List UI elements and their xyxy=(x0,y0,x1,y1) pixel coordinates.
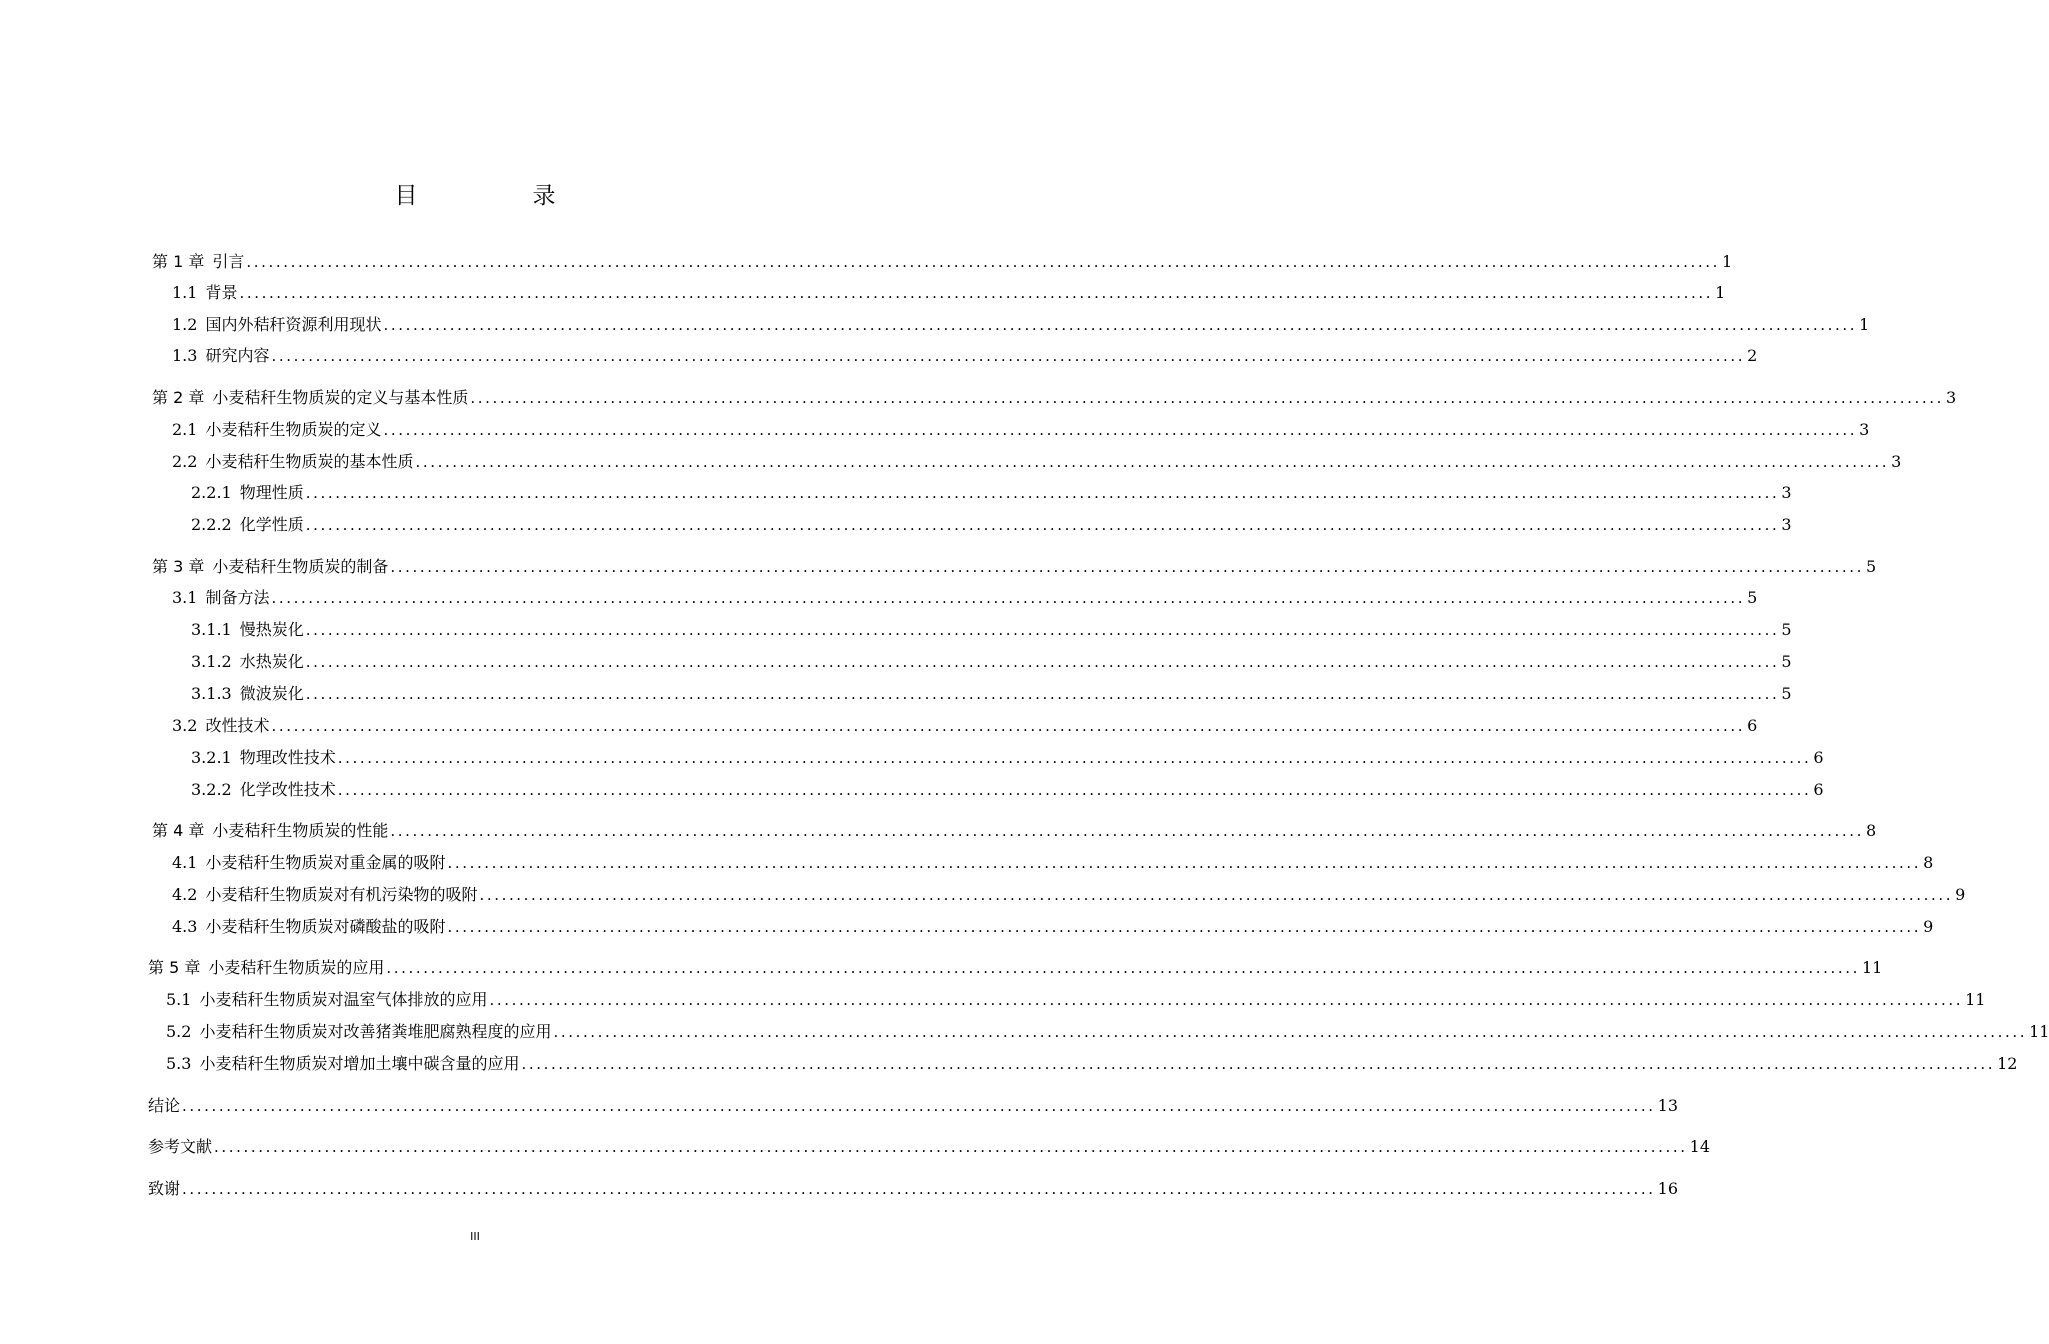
toc-dot-leader: ........................................................................................................................................................................................................ xyxy=(239,284,1714,302)
toc-entry-title: 小麦秸秆生物质炭的定义 xyxy=(205,420,382,439)
toc-entry-number: 第 2 章 xyxy=(152,388,205,407)
toc-entry[interactable] xyxy=(172,586,1758,610)
toc-entry-page: 1 xyxy=(1722,252,1733,271)
toc-entry-page: 12 xyxy=(1997,1054,2018,1073)
toc-entry-page: 5 xyxy=(1747,588,1758,607)
toc-dot-leader: ........................................................................................................................................................................................................ xyxy=(271,347,1746,365)
toc-entry-number: 1.2 xyxy=(172,315,198,334)
toc-dot-leader: ........................................................................................................................................................................................................ xyxy=(305,516,1780,534)
toc-entry[interactable] xyxy=(152,250,1733,274)
toc-entry[interactable] xyxy=(152,819,1877,843)
toc-entry-number: 4.1 xyxy=(172,853,198,872)
toc-entry-page: 6 xyxy=(1813,748,1824,767)
toc-entry-number: 2.2.1 xyxy=(191,483,232,502)
toc-entry[interactable] xyxy=(191,513,1792,537)
toc-entry[interactable] xyxy=(172,851,1934,875)
toc-entry-number: 4.2 xyxy=(172,885,198,904)
toc-entry[interactable] xyxy=(152,555,1877,579)
toc-entry-page: 3 xyxy=(1946,388,1957,407)
toc-entry-title: 小麦秸秆生物质炭对有机污染物的吸附 xyxy=(205,885,478,904)
toc-entry-title: 结论 xyxy=(148,1096,181,1115)
toc-dot-leader: ........................................................................................................................................................................................................ xyxy=(521,1055,1996,1073)
toc-entry-number: 3.1.2 xyxy=(191,652,232,671)
toc-entry-title: 微波炭化 xyxy=(239,684,304,703)
toc-entry-page: 3 xyxy=(1781,515,1792,534)
toc-entry[interactable] xyxy=(191,650,1792,674)
toc-entry-page: 3 xyxy=(1891,452,1902,471)
toc-dot-leader: ........................................................................................................................................................................................................ xyxy=(383,316,1858,334)
toc-entry-page: 6 xyxy=(1747,716,1758,735)
toc-entry-page: 6 xyxy=(1813,780,1824,799)
toc-entry-number: 3.2.2 xyxy=(191,780,232,799)
toc-dot-leader: ........................................................................................................................................................................................................ xyxy=(553,1023,2028,1041)
toc-entry-title: 小麦秸秆生物质炭对增加土壤中碳含量的应用 xyxy=(199,1054,520,1073)
toc-entry-page: 5 xyxy=(1781,652,1792,671)
toc-entry[interactable] xyxy=(172,344,1758,368)
toc-dot-leader: ........................................................................................................................................................................................................ xyxy=(214,1138,1688,1156)
toc-entry[interactable] xyxy=(191,481,1792,505)
toc-entry-title: 参考文献 xyxy=(148,1137,213,1156)
toc-entry-page: 11 xyxy=(2029,1022,2049,1041)
toc-entry[interactable] xyxy=(166,988,1986,1012)
toc-dot-leader: ........................................................................................................................................................................................................ xyxy=(305,621,1780,639)
toc-entry-title: 小麦秸秆生物质炭的基本性质 xyxy=(205,452,414,471)
toc-entry-title: 国内外秸秆资源利用现状 xyxy=(205,315,382,334)
toc-entry-number: 2.1 xyxy=(172,420,198,439)
toc-dot-leader: ........................................................................................................................................................................................................ xyxy=(470,389,1944,407)
toc-entry[interactable] xyxy=(191,778,1824,802)
toc-entry-number: 5.1 xyxy=(166,990,192,1009)
toc-dot-leader: ........................................................................................................................................................................................................ xyxy=(386,959,1860,977)
toc-dot-leader: ........................................................................................................................................................................................................ xyxy=(383,421,1858,439)
toc-dot-leader: ........................................................................................................................................................................................................ xyxy=(271,717,1746,735)
toc-entry-page: 9 xyxy=(1955,885,1966,904)
toc-entry-title: 制备方法 xyxy=(205,588,270,607)
toc-entry-page: 11 xyxy=(1965,990,1986,1009)
toc-dot-leader: ........................................................................................................................................................................................................ xyxy=(246,253,1720,271)
toc-entry-number: 5.2 xyxy=(166,1022,192,1041)
toc-entry-title: 背景 xyxy=(205,283,238,302)
toc-entry-title: 小麦秸秆生物质炭对磷酸盐的吸附 xyxy=(205,917,446,936)
toc-entry-page: 2 xyxy=(1747,346,1758,365)
toc-entry[interactable] xyxy=(172,281,1726,305)
toc-entry[interactable] xyxy=(172,714,1758,738)
toc-entry-title: 小麦秸秆生物质炭的定义与基本性质 xyxy=(212,388,469,407)
toc-dot-leader: ........................................................................................................................................................................................................ xyxy=(182,1180,1656,1198)
toc-entry[interactable] xyxy=(148,1177,1678,1201)
toc-entry-title: 改性技术 xyxy=(205,716,270,735)
toc-entry-page: 5 xyxy=(1781,684,1792,703)
toc-entry-title: 物理改性技术 xyxy=(239,748,336,767)
toc-entry-title: 小麦秸秆生物质炭的制备 xyxy=(212,557,389,576)
toc-entry-page: 3 xyxy=(1781,483,1792,502)
toc-entry-title: 致谢 xyxy=(148,1179,181,1198)
toc-dot-leader: ........................................................................................................................................................................................................ xyxy=(489,991,1964,1009)
toc-entry-title: 小麦秸秆生物质炭对改善猪粪堆肥腐熟程度的应用 xyxy=(199,1022,552,1041)
toc-dot-leader: ........................................................................................................................................................................................................ xyxy=(305,484,1780,502)
toc-dot-leader: ........................................................................................................................................................................................................ xyxy=(271,589,1746,607)
toc-dot-leader: ........................................................................................................................................................................................................ xyxy=(479,886,1954,904)
toc-entry-page: 3 xyxy=(1859,420,1870,439)
toc-entry-title: 化学改性技术 xyxy=(239,780,336,799)
toc-entry-number: 3.1.1 xyxy=(191,620,232,639)
toc-entry[interactable] xyxy=(148,956,1883,980)
toc-entry-title: 引言 xyxy=(212,252,245,271)
toc-entry-number: 第 1 章 xyxy=(152,252,205,271)
toc-dot-leader: ........................................................................................................................................................................................................ xyxy=(415,453,1890,471)
toc-entry[interactable] xyxy=(148,1135,1710,1159)
toc-entry-page: 9 xyxy=(1923,917,1934,936)
toc-entry-title: 小麦秸秆生物质炭的性能 xyxy=(212,821,389,840)
toc-dot-leader: ........................................................................................................................................................................................................ xyxy=(305,653,1780,671)
toc-dot-leader: ........................................................................................................................................................................................................ xyxy=(305,685,1780,703)
toc-dot-leader: ........................................................................................................................................................................................................ xyxy=(447,854,1922,872)
toc-dot-leader: ........................................................................................................................................................................................................ xyxy=(337,749,1812,767)
toc-entry-page: 16 xyxy=(1657,1179,1678,1198)
toc-entry-page: 8 xyxy=(1866,821,1877,840)
toc-entry[interactable] xyxy=(152,386,1957,410)
toc-entry-number: 第 3 章 xyxy=(152,557,205,576)
toc-entry-page: 1 xyxy=(1715,283,1726,302)
toc-entry-number: 3.2.1 xyxy=(191,748,232,767)
toc-dot-leader: ........................................................................................................................................................................................................ xyxy=(337,781,1812,799)
toc-entry-page: 1 xyxy=(1859,315,1870,334)
toc-dot-leader: ........................................................................................................................................................................................................ xyxy=(390,822,1864,840)
toc-entry-number: 第 4 章 xyxy=(152,821,205,840)
toc-entry-title: 化学性质 xyxy=(239,515,304,534)
toc-entry-page: 14 xyxy=(1689,1137,1710,1156)
toc-entry[interactable] xyxy=(172,883,1966,907)
toc-entry[interactable] xyxy=(172,915,1934,939)
toc-dot-leader: ........................................................................................................................................................................................................ xyxy=(447,918,1922,936)
toc-entry[interactable] xyxy=(191,746,1824,770)
toc-entry-number: 2.2.2 xyxy=(191,515,232,534)
toc-dot-leader: ........................................................................................................................................................................................................ xyxy=(182,1097,1656,1115)
toc-entry-number: 3.2 xyxy=(172,716,198,735)
toc-entry[interactable] xyxy=(166,1020,2049,1044)
page-number: III xyxy=(470,1230,480,1243)
toc-entry[interactable] xyxy=(172,313,1870,337)
toc-entry-page: 11 xyxy=(1862,958,1883,977)
toc-entry-number: 2.2 xyxy=(172,452,198,471)
toc-entry-title: 物理性质 xyxy=(239,483,304,502)
toc-entry[interactable] xyxy=(172,450,1902,474)
toc-entry-number: 5.3 xyxy=(166,1054,192,1073)
toc-entry-number: 第 5 章 xyxy=(148,958,201,977)
toc-entry-title: 小麦秸秆生物质炭对温室气体排放的应用 xyxy=(199,990,488,1009)
toc-entry-title: 慢热炭化 xyxy=(239,620,304,639)
toc-entry-number: 1.1 xyxy=(172,283,198,302)
toc-entry[interactable] xyxy=(172,418,1870,442)
toc-entry[interactable] xyxy=(166,1052,2018,1076)
toc-entry-page: 13 xyxy=(1657,1096,1678,1115)
toc-entry-number: 1.3 xyxy=(172,346,198,365)
toc-entry-page: 5 xyxy=(1781,620,1792,639)
toc-entry[interactable] xyxy=(191,618,1792,642)
toc-entry-page: 8 xyxy=(1923,853,1934,872)
toc-entry-title: 水热炭化 xyxy=(239,652,304,671)
toc-entry[interactable] xyxy=(191,682,1792,706)
toc-entry-number: 3.1.3 xyxy=(191,684,232,703)
toc-entry-title: 小麦秸秆生物质炭的应用 xyxy=(208,958,385,977)
toc-entry-title: 小麦秸秆生物质炭对重金属的吸附 xyxy=(205,853,446,872)
toc-entry-number: 4.3 xyxy=(172,917,198,936)
toc-entry-number: 3.1 xyxy=(172,588,198,607)
toc-entry-page: 5 xyxy=(1866,557,1877,576)
toc-entry[interactable] xyxy=(148,1094,1678,1118)
toc-dot-leader: ........................................................................................................................................................................................................ xyxy=(390,558,1864,576)
toc-entry-title: 研究内容 xyxy=(205,346,270,365)
page-title: 目 录 xyxy=(394,183,602,209)
